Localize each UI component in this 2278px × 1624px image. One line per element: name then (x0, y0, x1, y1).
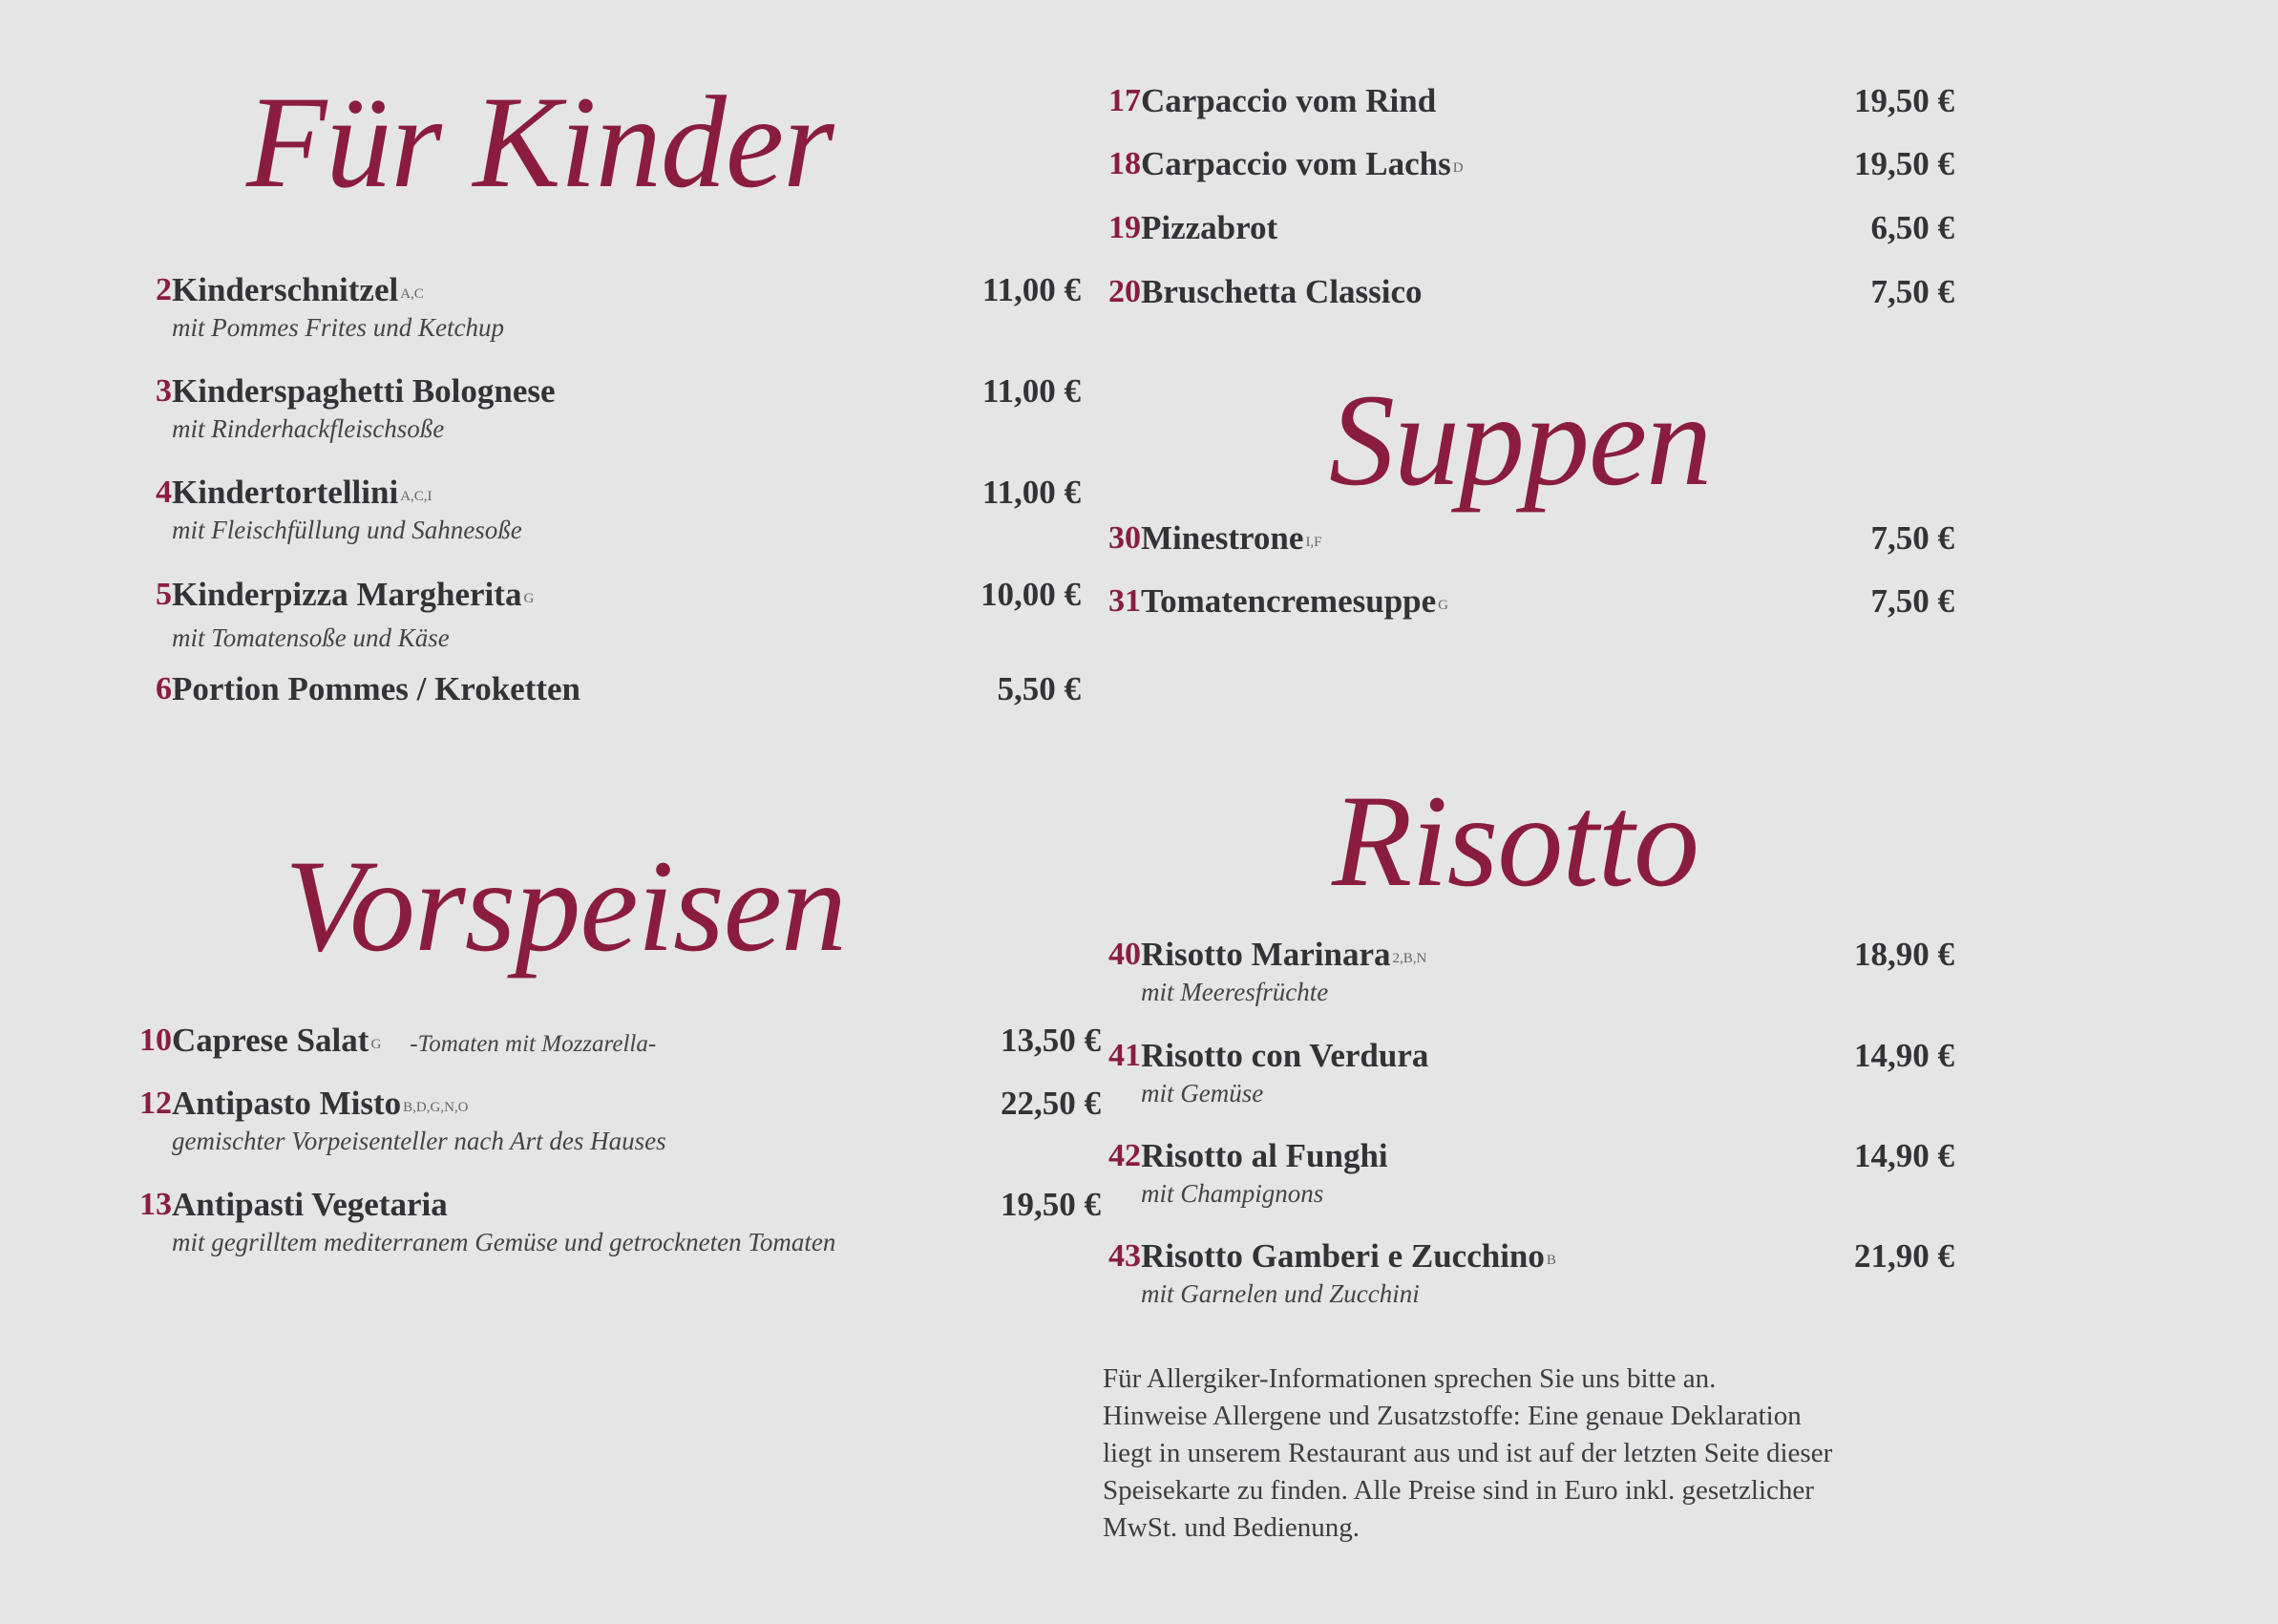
menu-item (1093, 580, 1954, 622)
item-description: mit Tomatensoße und Käse (172, 623, 450, 652)
item-description: mit Champignons (1141, 1179, 1324, 1208)
item-number: 3 (156, 373, 172, 409)
item-price: 5,50 € (997, 670, 1081, 707)
item-name: Risotto Gamberi e Zucchino $^B$ (1141, 1237, 1556, 1275)
item-price: 21,90 € (1854, 1237, 1954, 1275)
item-number: 42 (1108, 1138, 1141, 1173)
item-name: Antipasti Vegetaria (172, 1186, 448, 1223)
item-number: 2 (156, 272, 172, 307)
allergen-codes: B (1546, 1253, 1556, 1268)
item-price: 11,00 € (981, 372, 1081, 410)
item-description: mit gegrilltem mediterranem Gemüse und getrockneten Tomaten (172, 1228, 836, 1256)
note-line: liegt in unserem Restaurant aus und ist auf der letzten Seite dieser (1103, 1438, 1833, 1468)
item-number: 13 (139, 1187, 172, 1222)
menu-item (1093, 143, 1954, 185)
allergen-codes: A,C,I (400, 489, 432, 504)
item-number: 10 (139, 1023, 172, 1058)
item-name: Risotto Marinara $^{2,B,N}$ (1141, 936, 1427, 973)
menu-item (124, 1184, 1101, 1256)
item-price: 6,50 € (1870, 209, 1954, 246)
item-price: 19,50 € (1854, 82, 1954, 119)
item-name: Risotto con Verdura (1141, 1037, 1429, 1074)
allergen-note (1103, 1360, 1962, 1547)
item-name: Bruschetta Classico (1141, 273, 1423, 310)
item-price: 11,00 € (981, 474, 1081, 511)
item-price: 18,90 € (1854, 936, 1954, 973)
risotto-heading: Risotto (1332, 768, 1699, 914)
item-price: 14,90 € (1854, 1037, 1954, 1074)
item-inline-description: -Tomaten mit Mozzarella- (410, 1031, 657, 1057)
menu-item (124, 1083, 1101, 1155)
item-price: 7,50 € (1870, 582, 1954, 620)
item-number: 4 (156, 475, 172, 510)
item-number: 18 (1108, 146, 1141, 181)
menu-item (124, 668, 1081, 710)
item-number: 30 (1108, 520, 1141, 556)
item-name: Tomatencremesuppe $^G$ (1141, 582, 1448, 620)
item-name: Minestrone $^{I,F}$ (1141, 519, 1322, 557)
item-name: Antipasto Misto $^{B,D,G,N,O}$ (172, 1085, 469, 1122)
item-price: 22,50 € (1001, 1085, 1101, 1122)
allergen-codes: A,C (400, 286, 424, 302)
item-number: 12 (139, 1086, 172, 1121)
item-name: Risotto al Funghi (1141, 1137, 1388, 1174)
menu-item (1093, 271, 1954, 313)
item-number: 6 (156, 671, 172, 707)
item-price: 7,50 € (1870, 273, 1954, 310)
allergen-codes: G (1438, 598, 1448, 613)
item-number: 20 (1108, 274, 1141, 309)
item-price: 13,50 € (1001, 1022, 1101, 1059)
item-price: 19,50 € (1854, 145, 1954, 182)
item-price: 11,00 € (981, 271, 1081, 308)
allergen-codes: 2,B,N (1392, 951, 1427, 966)
menu-item (124, 472, 1081, 544)
item-name: Carpaccio vom Rind (1141, 82, 1437, 119)
item-number: 41 (1108, 1038, 1141, 1073)
item-number: 17 (1108, 83, 1141, 118)
note-line: Hinweise Allergene und Zusatzstoffe: Eine genaue Deklaration (1103, 1401, 1802, 1431)
item-description: gemischter Vorpeisenteller nach Art des Hauses (172, 1127, 666, 1155)
item-number: 19 (1108, 210, 1141, 245)
menu-item (124, 370, 1081, 443)
item-description: mit Rinderhackfleischsoße (172, 414, 445, 443)
item-name: Kinderspaghetti Bolognese (172, 372, 556, 410)
item-name: Pizzabrot (1141, 209, 1278, 246)
menu-item (1093, 1235, 1954, 1308)
item-description: mit Meeresfrüchte (1141, 978, 1329, 1006)
suppen-heading: Suppen (1329, 367, 1712, 513)
item-description: mit Gemüse (1141, 1079, 1264, 1107)
menu-item (1093, 80, 1954, 122)
item-description: mit Fleischfüllung und Sahnesoße (172, 516, 522, 544)
item-name: Caprese Salat $^G$ -Tomaten mit Mozzarella- (172, 1022, 657, 1059)
item-price: 14,90 € (1854, 1137, 1954, 1174)
item-name: Kinderschnitzel $^{A,C}$ (172, 271, 424, 308)
menu-item (1093, 1035, 1954, 1107)
item-number: 5 (156, 577, 172, 612)
item-number: 31 (1108, 583, 1141, 619)
item-name: Kinderpizza Margherita $^G$ (172, 576, 535, 613)
allergen-codes: I,F (1305, 535, 1322, 550)
menu-item (1093, 934, 1954, 1006)
menu-item (124, 1020, 1101, 1062)
menu-item (1093, 207, 1954, 249)
item-description: mit Garnelen und Zucchini (1141, 1279, 1420, 1308)
note-line: Für Allergiker-Informationen sprechen Sie uns bitte an. (1103, 1363, 1717, 1394)
item-number: 43 (1108, 1238, 1141, 1274)
menu-item (124, 269, 1081, 342)
item-name: Kindertortellini $^{A,C,I}$ (172, 474, 432, 511)
menu-item (124, 574, 1081, 652)
item-price: 10,00 € (981, 576, 1081, 613)
item-name: Carpaccio vom Lachs $^D$ (1141, 145, 1464, 182)
note-line: MwSt. und Bedienung. (1103, 1512, 1360, 1543)
item-price: 7,50 € (1870, 519, 1954, 557)
allergen-codes: G (523, 591, 535, 606)
note-line: Speisekarte zu finden. Alle Preise sind in Euro inkl. gesetzlicher (1103, 1475, 1814, 1506)
item-price: 19,50 € (1001, 1186, 1101, 1223)
vorspeisen-heading: Vorspeisen (285, 833, 846, 979)
item-description: mit Pommes Frites und Ketchup (172, 313, 504, 342)
menu-item (1093, 517, 1954, 559)
allergen-codes: B,D,G,N,O (403, 1100, 469, 1115)
menu-item (1093, 1135, 1954, 1208)
item-number: 40 (1108, 937, 1141, 972)
allergen-codes: G (370, 1037, 382, 1052)
kinder-heading: Für Kinder (246, 69, 833, 215)
allergen-codes: D (1452, 160, 1464, 176)
item-name: Portion Pommes / Kroketten (172, 670, 581, 707)
